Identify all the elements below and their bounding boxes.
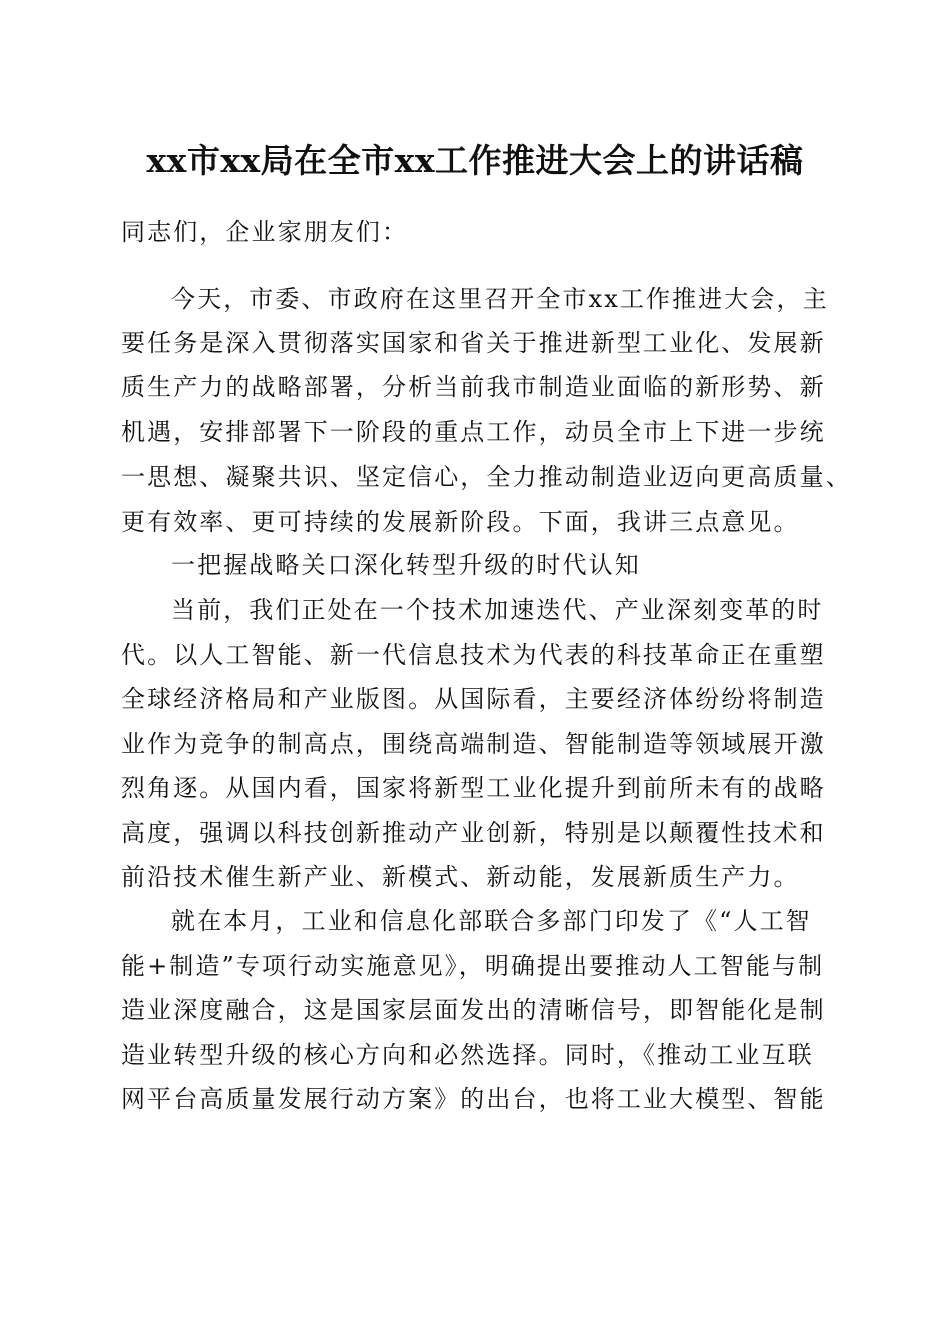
paragraph-line: 造业深度融合，这是国家层面发出的清晰信号，即智能化是制 (121, 996, 826, 1024)
paragraph-line: 今天，市委、市政府在这里召开全市xx工作推进大会，主 (171, 285, 829, 313)
paragraph-line: 要任务是深入贯彻落实国家和省关于推进新型工业化、发展新 (121, 329, 826, 357)
section-heading: 一把握战略关口深化转型升级的时代认知 (171, 551, 641, 579)
paragraph-line: 机遇，安排部署下一阶段的重点工作，动员全市上下进一步统 (121, 418, 826, 446)
paragraph-line: 能+制造”专项行动实施意见》，明确提出要推动人工智能与制 (121, 952, 825, 980)
paragraph-line: 当前，我们正处在一个技术加速迭代、产业深刻变革的时 (171, 596, 824, 624)
paragraph-line: 代。以人工智能、新一代信息技术为代表的科技革命正在重塑 (121, 641, 826, 669)
paragraph-line: 一思想、凝聚共识、坚定信心，全力推动制造业迈向更高质量、 (121, 463, 852, 491)
paragraph-line: 全球经济格局和产业版图。从国际看，主要经济体纷纷将制造 (121, 685, 826, 713)
document-title: xx市xx局在全市xx工作推进大会上的讲话稿 (146, 141, 804, 180)
paragraph-line: 业作为竞争的制高点，围绕高端制造、智能制造等领域展开激 (121, 730, 826, 758)
paragraph-line: 前沿技术催生新产业、新模式、新动能，发展新质生产力。 (121, 863, 800, 891)
paragraph-line: 就在本月，工业和信息化部联合多部门印发了《“人工智 (171, 907, 812, 935)
paragraph-line: 烈角逐。从国内看，国家将新型工业化提升到前所未有的战略 (121, 774, 826, 802)
paragraph-line: 更有效率、更可持续的发展新阶段。下面，我讲三点意见。 (121, 508, 800, 536)
salutation-line: 同志们，企业家朋友们： (121, 218, 409, 246)
paragraph-line: 质生产力的战略部署，分析当前我市制造业面临的新形势、新 (121, 373, 826, 401)
paragraph-line: 高度，强调以科技创新推动产业创新，特别是以颠覆性技术和 (121, 819, 826, 847)
paragraph-line: 造业转型升级的核心方向和必然选择。同时，《推动工业互联 (121, 1041, 814, 1069)
paragraph-line: 网平台高质量发展行动方案》的出台，也将工业大模型、智能 (121, 1085, 826, 1113)
